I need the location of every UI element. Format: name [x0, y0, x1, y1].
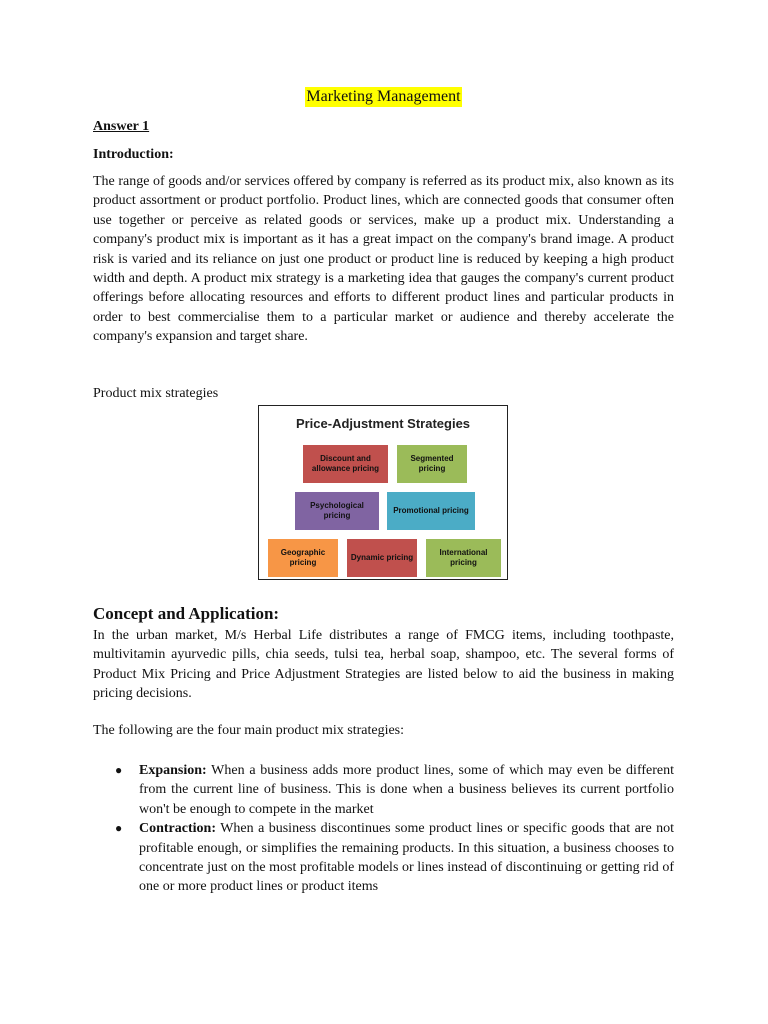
box-segmented: Segmented pricing: [397, 445, 467, 483]
bullet-term: Contraction:: [139, 821, 216, 837]
bullet-icon: ●: [115, 821, 123, 836]
bullet-text: When a business discontinues some product lines or specific goods that are not profitable enough, or simplifies the remaining products. In this situation, a business chooses to concentrate just on the most profitable models or lines instead of discontinuing or getting rid of one or more product lines or product items: [139, 821, 674, 895]
box-international: International pricing: [426, 539, 501, 577]
concept-heading: Concept and Application:: [93, 604, 280, 623]
document-title: Marketing Management: [306, 88, 461, 105]
list-item-expansion: [93, 761, 674, 819]
box-psychological: Psychological pricing: [295, 492, 379, 530]
title-container: [93, 87, 674, 107]
bullet-icon: ●: [115, 763, 123, 777]
list-item-contraction: [93, 819, 674, 897]
box-geographic: Geographic pricing: [268, 539, 338, 577]
strategies-intro-line: The following are the four main product mix strategies:: [93, 723, 405, 738]
bullet-term: Expansion:: [139, 763, 207, 778]
answer-heading: Answer 1: [93, 119, 150, 134]
bullet-text: When a business adds more product lines, some of which may even be different from the current line of business. This is done when a business believes its current portfolio won't be enough to compete in the market: [139, 763, 674, 817]
concept-paragraph: In the urban market, M/s Herbal Life distributes a range of FMCG items, including toothpaste, multivitamin ayurvedic pills, chia seeds, tulsi tea, herbal soap, shampoo, etc. The several forms of Product Mix Pricing and Price Adjustment Strategies are listed below to aid the business in making pricing decisions.: [93, 628, 674, 702]
product-mix-label: Product mix strategies: [93, 386, 219, 401]
introduction-heading: Introduction:: [93, 147, 174, 162]
price-adjustment-figure: [258, 405, 508, 580]
introduction-paragraph: The range of goods and/or services offered by company is referred as its product mix, also known as its product assortment or product portfolio. Product lines, which are connected goods that consumer often use together or perceive as related goods or services, make up a product mix. Understanding a company's product mix is important as it has a great impact on the company's brand image. A product risk is varied and its reliance on just one product or product line is reduced by keeping a high product width and depth. A product mix strategy is a marketing idea that gauges the company's current product offerings before allocating resources and efforts to different product lines and particular products in order to best commercialise them to a particular market or audience and thereby accelerate the company's expansion and target share.: [93, 174, 674, 345]
figure-title: Price-Adjustment Strategies: [295, 416, 471, 431]
box-promotional: Promotional pricing: [387, 492, 475, 530]
strategy-bullet-list: [93, 761, 674, 897]
box-discount-allowance: Discount and allowance pricing: [303, 445, 388, 483]
box-dynamic: Dynamic pricing: [347, 539, 417, 577]
